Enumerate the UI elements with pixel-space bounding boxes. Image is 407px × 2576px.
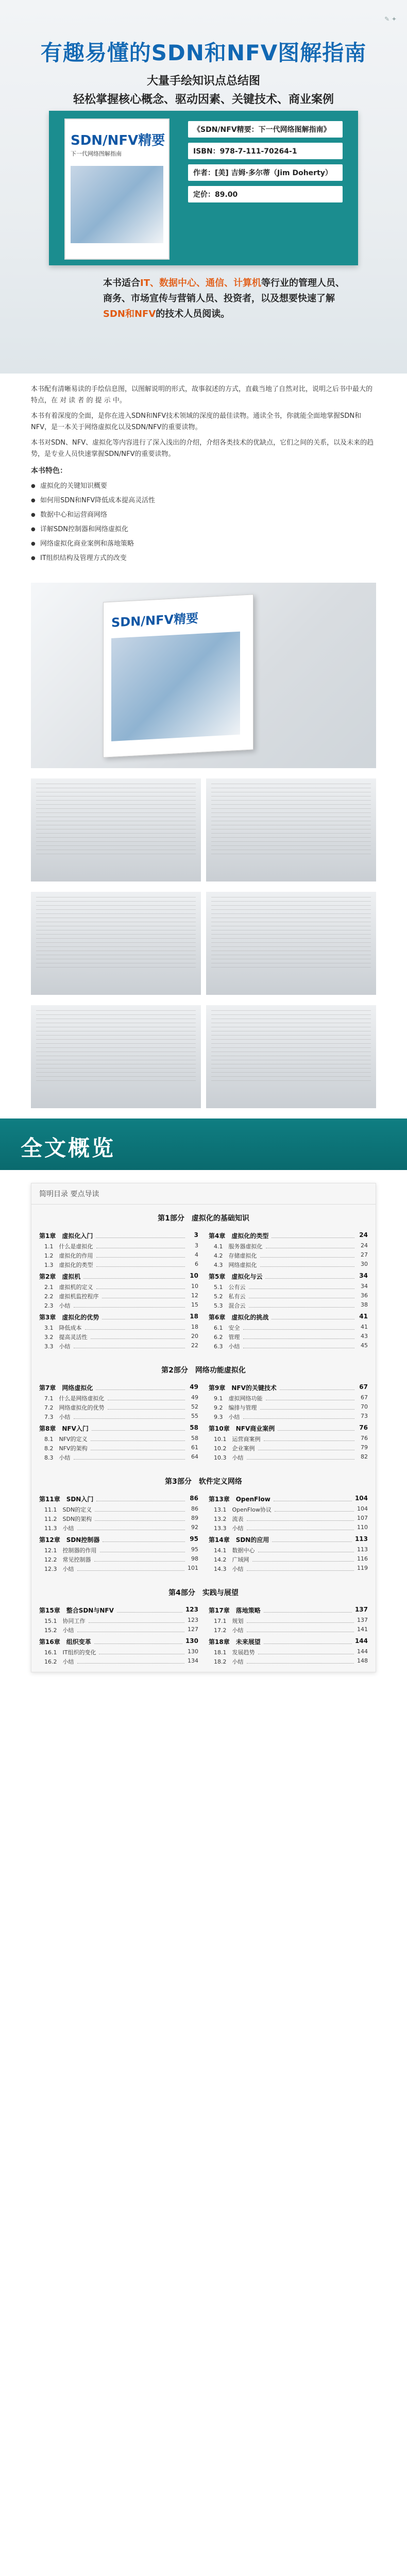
hero-description-line-3: SDN和NFV的技术人员阅读。 — [103, 309, 230, 319]
toc-section[interactable]: 8.3 小结 64 — [44, 1453, 198, 1461]
toc-part-title: 第2部分 网络功能虚拟化 — [161, 1366, 246, 1375]
book-info-box — [49, 111, 358, 265]
toc-section[interactable]: 8.2 NFV的架构 61 — [44, 1444, 198, 1452]
intro-section — [0, 374, 407, 578]
toc-section[interactable]: 8.1 NFV的定义 58 — [44, 1435, 198, 1443]
table-of-contents — [31, 1183, 376, 1672]
book-photo-image — [111, 632, 240, 741]
photo-row-3 — [31, 1005, 376, 1108]
toc-chapter[interactable]: 第17章 落地策略 137 — [209, 1606, 368, 1614]
toc-section[interactable]: 15.2 小结 127 — [44, 1626, 198, 1634]
toc-section[interactable]: 6.2 管理 43 — [214, 1333, 368, 1341]
toc-section[interactable]: 4.1 服务器虚拟化 24 — [214, 1242, 368, 1250]
toc-section[interactable]: 5.1 公有云 34 — [214, 1283, 368, 1291]
book-info-price: 定价：89.00 — [188, 186, 343, 202]
toc-section[interactable]: 11.3 小结 92 — [44, 1524, 198, 1532]
feature-item: ● 网络虚拟化商业案例和落地策略 — [31, 538, 376, 550]
toc-section[interactable]: 13.1 OpenFlow协议 104 — [214, 1505, 368, 1513]
toc-section[interactable]: 9.2 编排与管理 70 — [214, 1403, 368, 1411]
toc-column-left — [39, 1603, 198, 1667]
toc-column-right — [209, 1603, 368, 1667]
toc-chapter[interactable]: 第8章 NFV入门 58 — [39, 1424, 198, 1432]
toc-chapter[interactable]: 第14章 SDN的应用 113 — [209, 1535, 368, 1544]
toc-section[interactable]: 1.1 什么是虚拟化 3 — [44, 1242, 198, 1250]
book-cover-subtitle: 下一代网络图解指南 — [71, 150, 122, 157]
toc-head: 简明目录 要点导读 — [31, 1183, 376, 1205]
book-photo-main — [31, 583, 376, 768]
toc-column-right — [209, 1380, 368, 1463]
toc-column-right — [209, 1228, 368, 1351]
toc-section[interactable]: 9.3 小结 73 — [214, 1413, 368, 1420]
feature-item: ● 详解SDN控制器和网络虚拟化 — [31, 524, 376, 535]
hero-description-line-1: 本书适合IT、数据中心、通信、计算机等行业的管理人员、 — [103, 278, 345, 289]
toc-section[interactable]: 1.3 虚拟化的类型 6 — [44, 1261, 198, 1268]
feature-item: ● IT组织结构及管理方式的改变 — [31, 553, 376, 564]
toc-section[interactable]: 2.1 虚拟机的定义 10 — [44, 1283, 198, 1291]
book-photo-standing — [103, 594, 253, 757]
toc-section[interactable]: 18.1 发展趋势 144 — [214, 1648, 368, 1656]
toc-section[interactable]: 18.2 小结 148 — [214, 1657, 368, 1665]
toc-section[interactable]: 7.2 网络虚拟化的优势 52 — [44, 1403, 198, 1411]
toc-section[interactable]: 2.3 小结 15 — [44, 1301, 198, 1309]
toc-section[interactable]: 10.2 企业案例 79 — [214, 1444, 368, 1452]
book-photo-title: SDN/NFV精要 — [111, 611, 199, 630]
toc-chapter[interactable]: 第11章 SDN入门 86 — [39, 1495, 198, 1503]
book-page-photo — [31, 1005, 201, 1108]
toc-section[interactable]: 14.2 广域网 116 — [214, 1555, 368, 1563]
toc-chapter[interactable]: 第15章 整合SDN与NFV 123 — [39, 1606, 198, 1614]
toc-section[interactable]: 14.3 小结 119 — [214, 1565, 368, 1572]
book-info-author: 作者：[美] 吉姆·多尔蒂（Jim Doherty） — [188, 164, 343, 181]
photo-row-1 — [31, 778, 376, 882]
book-page-photo — [206, 892, 376, 995]
toc-part-title: 第3部分 软件定义网络 — [165, 1478, 242, 1486]
feature-item: ● 虚拟化的关键知识概要 — [31, 481, 376, 492]
features-list — [31, 481, 376, 564]
toc-section[interactable]: 9.1 虚拟网络功能 67 — [214, 1394, 368, 1402]
toc-section[interactable]: 6.1 安全 41 — [214, 1324, 368, 1331]
hero-title: 有趣易懂的SDN和NFV图解指南 — [40, 40, 367, 65]
toc-section[interactable]: 12.2 常见控制器 98 — [44, 1555, 198, 1563]
hero-subtitle-2: 轻松掌握核心概念、驱动因素、关键技术、商业案例 — [73, 93, 334, 106]
toc-section[interactable]: 7.3 小结 55 — [44, 1413, 198, 1420]
toc-section[interactable]: 12.1 控制器的作用 95 — [44, 1546, 198, 1554]
toc-section[interactable]: 6.3 小结 45 — [214, 1342, 368, 1350]
hero-description — [103, 276, 376, 322]
intro-paragraph: 本书有着深度的全面，是你在进入SDN和NFV技术领域的深度的最佳读物。通读全书，你就能全面地掌握SDN和NFV，是一本关于网络虚拟化以及SDN/NFV的重要读物。 — [31, 412, 362, 431]
toc-chapter[interactable]: 第16章 组织变革 130 — [39, 1637, 198, 1646]
toc-section[interactable]: 13.3 小结 110 — [214, 1524, 368, 1532]
toc-chapter[interactable]: 第4章 虚拟化的类型 24 — [209, 1231, 368, 1240]
toc-section[interactable]: 4.2 存储虚拟化 27 — [214, 1251, 368, 1259]
book-info-list — [188, 121, 343, 208]
feature-item: ● 数据中心和运营商网络 — [31, 510, 376, 521]
hero-subtitle: 大量手绘知识点总结图 — [146, 75, 260, 88]
toc-section[interactable]: 10.3 小结 82 — [214, 1453, 368, 1461]
toc-section[interactable]: 2.2 虚拟机监控程序 12 — [44, 1292, 198, 1300]
toc-section[interactable]: 12.3 小结 101 — [44, 1565, 198, 1572]
intro-paragraph: 本书对SDN、NFV、虚拟化等内容进行了深入浅出的介绍，介绍各类技术的优缺点，它们之间的关系，以及未来的趋势，是专业人员快速掌握SDN/NFV的重要读物。 — [31, 439, 374, 458]
toc-section[interactable]: 11.2 SDN的架构 89 — [44, 1515, 198, 1522]
toc-section[interactable]: 5.3 混合云 38 — [214, 1301, 368, 1309]
book-page-photo — [31, 778, 201, 882]
book-page-photo — [206, 778, 376, 882]
toc-parts — [31, 1205, 376, 1672]
toc-column-left — [39, 1228, 198, 1351]
toc-section[interactable]: 3.2 提高灵活性 20 — [44, 1333, 198, 1341]
toc-part — [31, 1357, 376, 1468]
book-cover-image — [71, 166, 163, 243]
features-title: 本书特色： — [31, 467, 67, 475]
toc-section[interactable]: 4.3 网络虚拟化 30 — [214, 1261, 368, 1268]
toc-chapter[interactable]: 第18章 未来展望 144 — [209, 1637, 368, 1646]
toc-chapter[interactable]: 第1章 虚拟化入门 3 — [39, 1231, 198, 1240]
book-page-photo — [206, 1005, 376, 1108]
toc-section[interactable]: 5.2 私有云 36 — [214, 1292, 368, 1300]
toc-part-title: 第4部分 实践与展望 — [168, 1589, 239, 1597]
toc-chapter[interactable]: 第12章 SDN控制器 95 — [39, 1535, 198, 1544]
toc-part — [31, 1468, 376, 1579]
toc-section[interactable]: 16.2 小结 134 — [44, 1657, 198, 1665]
toc-chapter[interactable]: 第13章 OpenFlow 104 — [209, 1495, 368, 1503]
toc-chapter[interactable]: 第3章 虚拟化的优势 18 — [39, 1313, 198, 1321]
toc-chapter[interactable]: 第2章 虚拟机 10 — [39, 1272, 198, 1280]
toc-section[interactable]: 10.1 运营商案例 76 — [214, 1435, 368, 1443]
book-cover — [64, 118, 169, 260]
toc-chapter[interactable]: 第6章 虚拟化的挑战 41 — [209, 1313, 368, 1321]
toc-chapter[interactable]: 第5章 虚拟化与云 34 — [209, 1272, 368, 1280]
toc-chapter[interactable]: 第10章 NFV商业案例 76 — [209, 1424, 368, 1432]
intro-paragraph: 本书配有清晰易读的手绘信息图，以图解说明的形式，故事叙述的方式，直截当地了自然对比，说明之后书中最大的特点，在 对 读 者 的 提 示 中。 — [31, 385, 373, 404]
toc-section[interactable]: 16.1 IT组织的变化 130 — [44, 1648, 198, 1656]
overview-banner-title: 全文概览 — [21, 1136, 116, 1161]
toc-part-title: 第1部分 虚拟化的基础知识 — [158, 1214, 249, 1223]
toc-chapter[interactable]: 第7章 网络虚拟化 49 — [39, 1383, 198, 1392]
overview-banner — [0, 1118, 407, 1170]
toc-section[interactable]: 3.1 降低成本 18 — [44, 1324, 198, 1331]
toc-section[interactable]: 17.2 小结 141 — [214, 1626, 368, 1634]
toc-section[interactable]: 14.1 数据中心 113 — [214, 1546, 368, 1554]
toc-column-left — [39, 1380, 198, 1463]
toc-part — [31, 1579, 376, 1672]
decorative-scribble: ✎ ✦ — [384, 15, 397, 23]
footer-space — [0, 1672, 407, 1703]
book-info-isbn: ISBN：978-7-111-70264-1 — [188, 143, 343, 159]
book-page-photo — [31, 892, 201, 995]
toc-section[interactable]: 1.2 虚拟化的作用 4 — [44, 1251, 198, 1259]
toc-section[interactable]: 11.1 SDN的定义 86 — [44, 1505, 198, 1513]
feature-item: ● 如何用SDN和NFV降低成本提高灵活性 — [31, 495, 376, 506]
toc-section[interactable]: 15.1 协同工作 123 — [44, 1617, 198, 1624]
photo-row-2 — [31, 892, 376, 995]
toc-part — [31, 1205, 376, 1357]
toc-section[interactable]: 3.3 小结 22 — [44, 1342, 198, 1350]
toc-section[interactable]: 17.1 规划 137 — [214, 1617, 368, 1624]
book-cover-title: SDN/NFV精要 — [71, 133, 165, 148]
toc-column-left — [39, 1492, 198, 1574]
hero-section — [0, 0, 407, 374]
toc-section[interactable]: 13.2 流表 107 — [214, 1515, 368, 1522]
hero-description-line-2: 商务、市场宣传与营销人员、投资者，以及想要快速了解 — [103, 293, 335, 304]
book-info-title: 《SDN/NFV精要：下一代网络图解指南》 — [188, 121, 343, 138]
toc-column-right — [209, 1492, 368, 1574]
toc-section[interactable]: 7.1 什么是网络虚拟化 49 — [44, 1394, 198, 1402]
toc-chapter[interactable]: 第9章 NFV的关键技术 67 — [209, 1383, 368, 1392]
